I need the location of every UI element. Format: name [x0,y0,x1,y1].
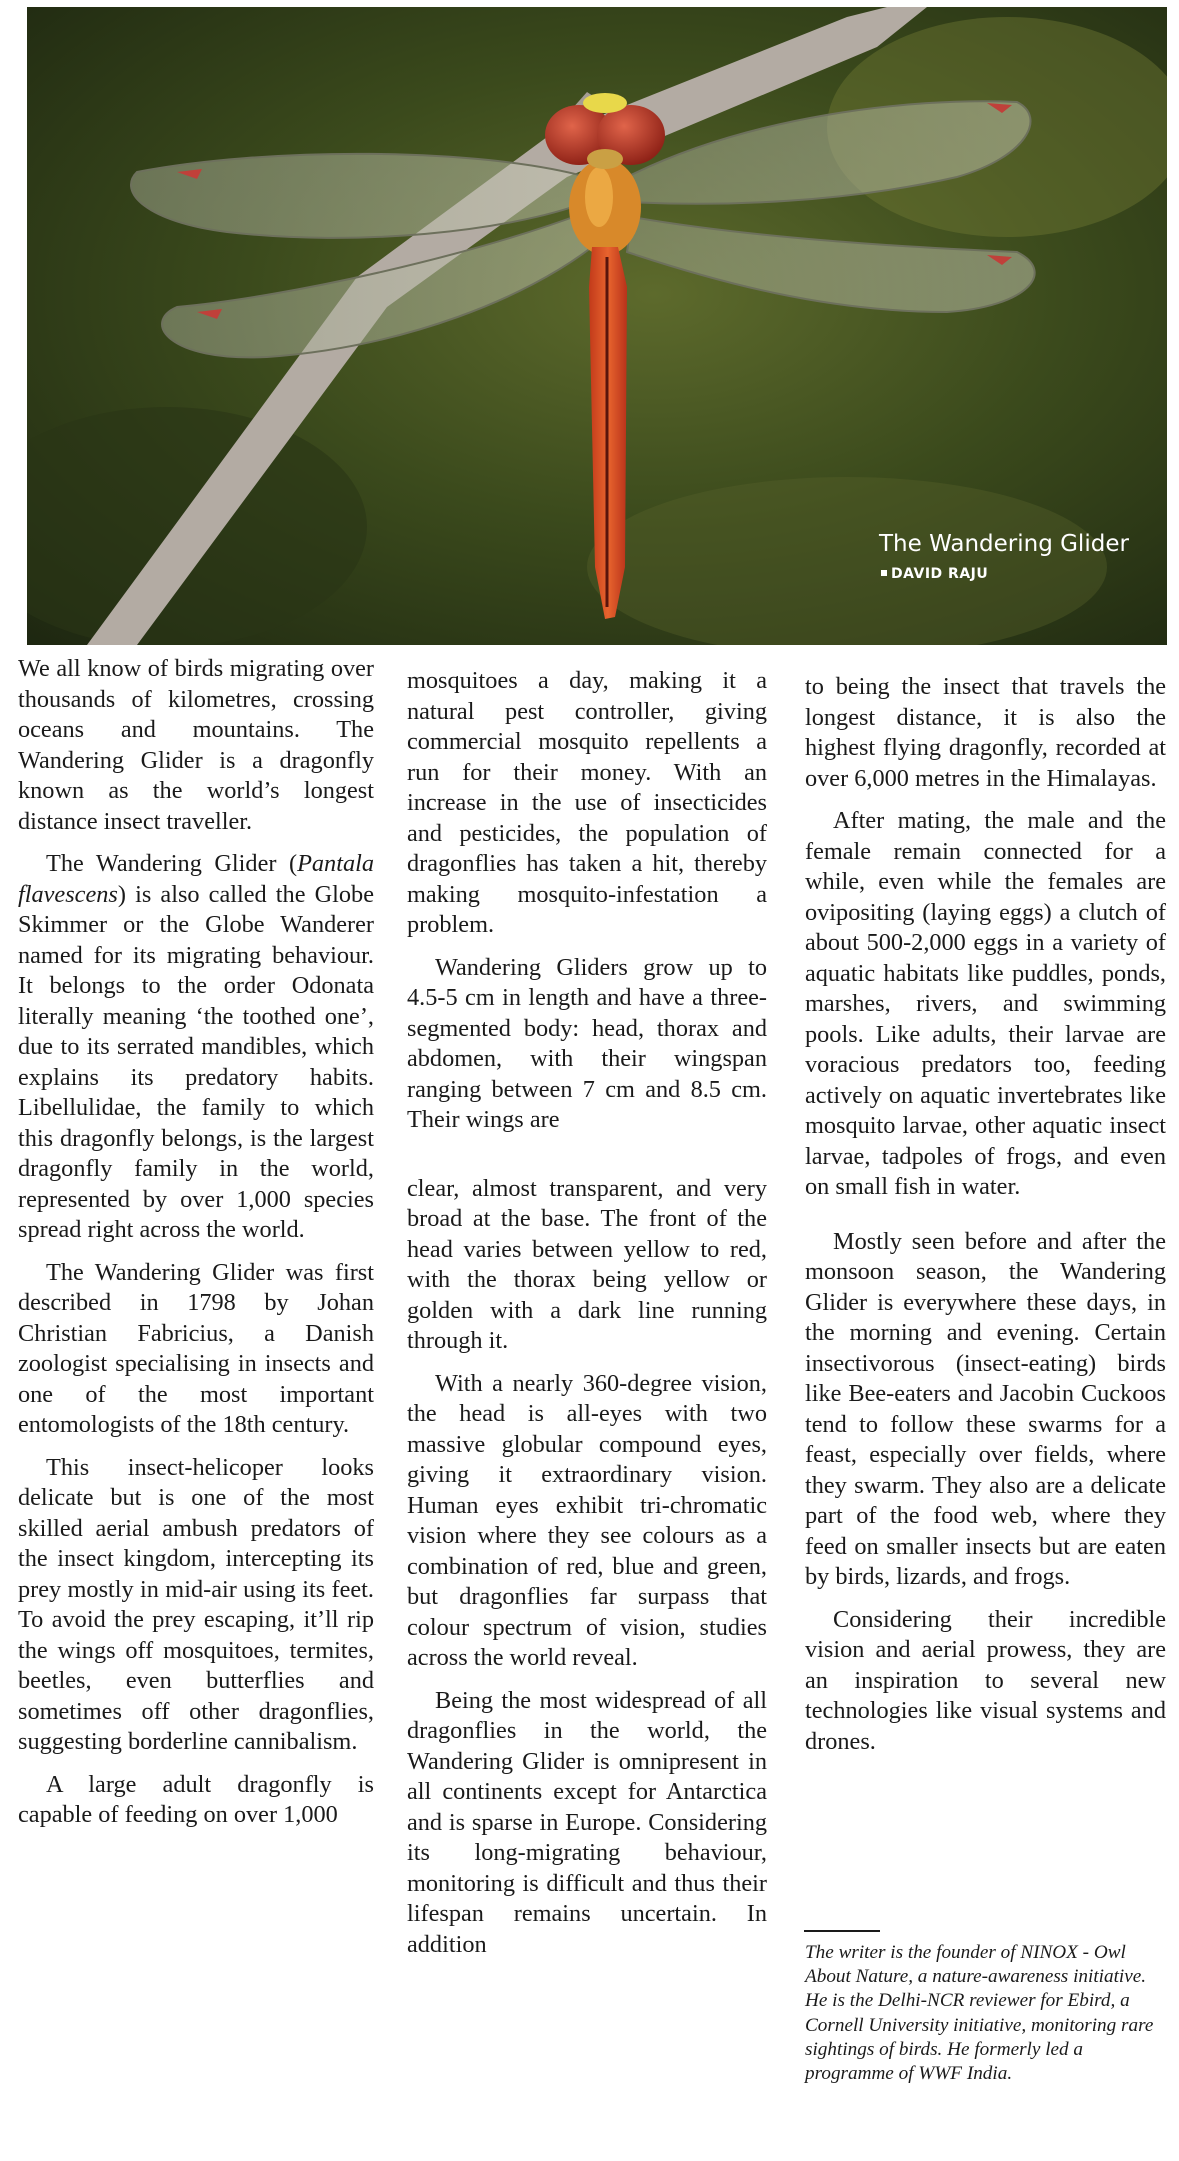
species-name: Pantala flavescens [18,850,374,908]
paragraph: Being the most widespread of all dragonflies in the world, the Wandering Glider is omnipresent in all continents except for Antarctica and is sparse in Europe. Considering its long-migrating behaviour, monitoring is difficult and thus their lifespan remains uncertain. In addition [407,1686,767,1958]
text-span: The Wandering Glider ( [46,850,298,877]
article-column-3 [805,672,1166,1757]
paragraph [18,849,374,1246]
column-break-gap [407,1136,767,1174]
paragraph: mosquitoes a day, making it a natural pest controller, giving commercial mosquito repellents a run for their money. With an increase in the use of insecticides and pesticides, the population of dragonflies has taken a hit, thereby making mosquito-infestation a problem. [407,667,767,938]
paragraph: to being the insect that travels the longest distance, it is also the highest flying dragonfly, recorded at over 6,000 metres in the Himalayas. [805,673,1166,792]
caption-title: The Wandering Glider [879,531,1129,557]
paragraph: The Wandering Glider was first described in 1798 by Johan Christian Fabricius, a Danish zoologist specialising in insects and one of the most important entomologists of the 18th century. [18,1258,374,1438]
paragraph: clear, almost transparent, and very broad at the base. The front of the head varies between yellow to red, with the thorax being yellow or golden with a dark line running through it. [407,1174,767,1354]
dragonfly-photo [27,7,1167,645]
photo-credit [879,563,1129,585]
author-note: The writer is the founder of NINOX - Owl About Nature, a nature-awareness initiative. He is the Delhi-NCR reviewer for Ebird, a Cornell University initiative, monitoring rare sightings of birds. He formerly led a programme of WWF India. [805,1942,1154,2085]
article-column-2 [407,666,767,1960]
photo-credit-name: DAVID RAJU [891,566,989,582]
divider [804,1930,880,1932]
photo-caption [879,529,1129,585]
bullet-square-icon [881,570,887,576]
paragraph: After mating, the male and the female remain connected for a while, even while the females are ovipositing (laying eggs) a clutch of about 500-2,000 eggs in a variety of aquatic habitats like puddles, ponds, marshes, rivers, and swimming pools. Like adults, their larvae are voracious predators too, feeding actively on aquatic invertebrates like mosquito larvae, other aquatic insect larvae, tadpoles of frogs, and even on small fish in water. [805,807,1166,1200]
paragraph: This insect-helicoper looks delicate but is one of the most skilled aerial ambush predators of the insect kingdom, intercepting its prey mostly in mid-air using its feet. To avoid the prey escaping, it’ll rip the wings off mosquitoes, termites, beetles, even butterflies and sometimes off other dragonflies, suggesting borderline cannibalism. [18,1453,374,1755]
column-break-gap [805,1203,1166,1227]
paragraph: Mostly seen before and after the monsoon season, the Wandering Glider is everywhere these days, in the morning and evening. Certain insectivorous (insect-eating) birds like Bee-eaters and Jacobin Cuckoos tend to follow these swarms for a feast, especially over fields, where they swarm. They also are a delicate part of the food web, where they feed on smaller insects but are eaten by birds, lizards, and frogs. [805,1227,1166,1590]
text-span: ) is also called the Globe Skimmer or the Globe Wanderer named for its migrating behaviour. It belongs to the order Odonata literally meaning ‘the toothed one’, due to its serrated mandibles, which explains its predatory habits. Libellulidae, the family to which this dragonfly belongs, is the largest dragonfly family in the world, represented by over 1,000 species spread right across the world. [18,880,374,1243]
paragraph: A large adult dragonfly is capable of feeding on over 1,000 [18,1770,374,1828]
paragraph: We all know of birds migrating over thousands of kilometres, crossing oceans and mountains. The Wandering Glider is a dragonfly known as the world’s longest distance insect traveller. [18,655,374,835]
paragraph: Wandering Gliders grow up to 4.5-5 cm in length and have a three-segmented body: head, thorax and abdomen, with their wingspan ranging between 7 cm and 8.5 cm. Their wings are [407,953,767,1133]
paragraph: With a nearly 360-degree vision, the head is all-eyes with two massive globular compound eyes, giving it extraordinary vision. Human eyes exhibit tri-chromatic vision where they see colours as a combination of red, blue and green, but dragonflies far surpass that colour spectrum of vision, studies across the world reveal. [407,1369,767,1671]
article-column-1 [18,654,374,1831]
paragraph: Considering their incredible vision and aerial prowess, they are an inspiration to several new technologies like visual systems and drones. [805,1605,1166,1755]
